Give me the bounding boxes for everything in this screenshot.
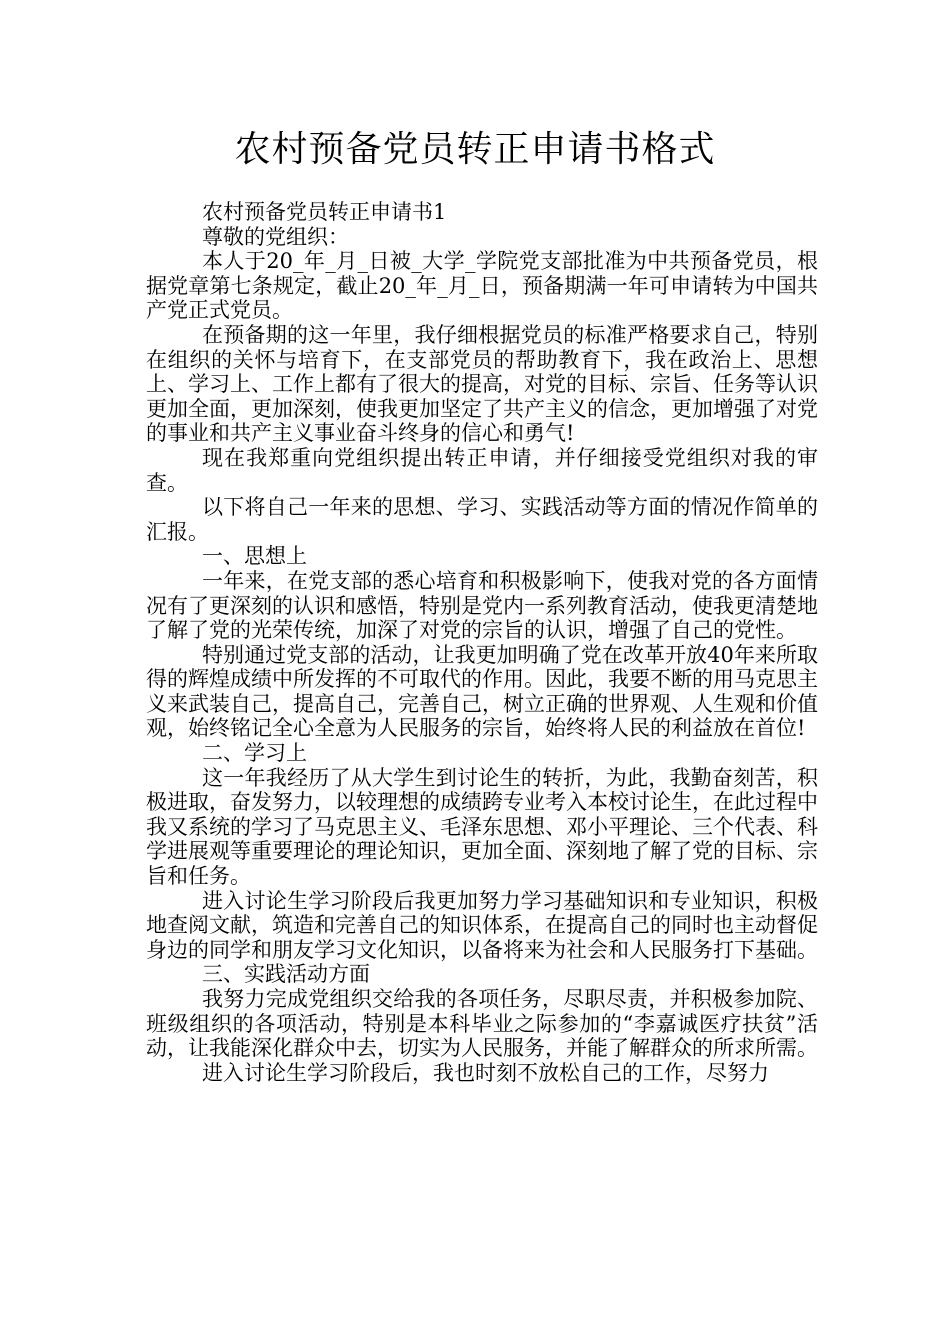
section-heading-thought: 一、思想上 — [202, 544, 307, 569]
paragraph-study-1: 这一年我经历了从大学生到讨论生的转折，为此，我勤奋刻苦，积极进取，奋发努力，以较理想的成绩跨专业考入本校讨论生，在此过程中我又系统的学习了马克思主义、毛泽东思想、邓小平理论、三个代表、科学进展观等重要理论的理论知识，更加全面、深刻地了解了党的目标、宗旨和任务。 — [146, 765, 818, 889]
document-body — [146, 200, 818, 1085]
document-title: 农村预备党员转正申请书格式 — [234, 129, 716, 170]
paragraph-salutation: 尊敬的党组织： — [202, 224, 349, 249]
paragraph-intro: 本人于20_年_月_日被_大学_学院党支部批准为中共预备党员，根据党章第七条规定，截止20_年_月_日，预备期满一年可申请转为中国共产党正式党员。 — [146, 249, 818, 323]
paragraph-thought-1: 一年来，在党支部的悉心培育和积极影响下，使我对党的各方面情况有了更深刻的认识和感悟，特别是党内一系列教育活动，使我更清楚地了解了党的光荣传统，加深了对党的宗旨的认识，增强了自己的党性。 — [146, 568, 818, 643]
paragraph-practice-1: 我努力完成党组织交给我的各项任务，尽职尽责，并积极参加院、班级组织的各项活动，特别是本科毕业之际参加的“李嘉诚医疗扶贫”活动，让我能深化群众中去，切实为人民服务，并能了解群众的所求所需。 — [146, 987, 818, 1061]
paragraph-thought-2: 特别通过党支部的活动，让我更加明确了党在改革开放40年来所取得的辉煌成绩中所发挥的不可取代的作用。因此，我要不断的用马克思主义来武装自己，提高自己，完善自己，树立正确的世界观、人生观和价值观，始终铭记全心全意为人民服务的宗旨，始终将人民的利益放在首位! — [146, 642, 818, 741]
paragraph-study-2: 进入讨论生学习阶段后我更加努力学习基础知识和专业知识，积极地查阅文献，筑造和完善自己的知识体系，在提高自己的同时也主动督促身边的同学和朋友学习文化知识，以备将来为社会和人民服务打下基础。 — [146, 888, 818, 962]
paragraph-practice-2: 进入讨论生学习阶段后，我也时刻不放松自己的工作，尽努力 — [202, 1060, 769, 1085]
section-heading-practice: 三、实践活动方面 — [202, 962, 370, 987]
paragraph-application: 现在我郑重向党组织提出转正申请，并仔细接受党组织对我的审查。 — [146, 445, 818, 495]
paragraph-report-intro: 以下将自己一年来的思想、学习、实践活动等方面的情况作简单的汇报。 — [146, 495, 818, 544]
section-heading-study: 二、学习上 — [202, 741, 307, 766]
paragraph-probation-year: 在预备期的这一年里，我仔细根据党员的标准严格要求自己，特别在组织的关怀与培育下，在支部党员的帮助教育下，我在政治上、思想上、学习上、工作上都有了很大的提高，对党的目标、宗旨、任务等认识更加全面，更加深刻，使我更加坚定了共产主义的信念，更加增强了对党的事业和共产主义事业奋斗终身的信心和勇气! — [146, 322, 818, 446]
paragraph-heading-1: 农村预备党员转正申请书1 — [202, 200, 447, 224]
